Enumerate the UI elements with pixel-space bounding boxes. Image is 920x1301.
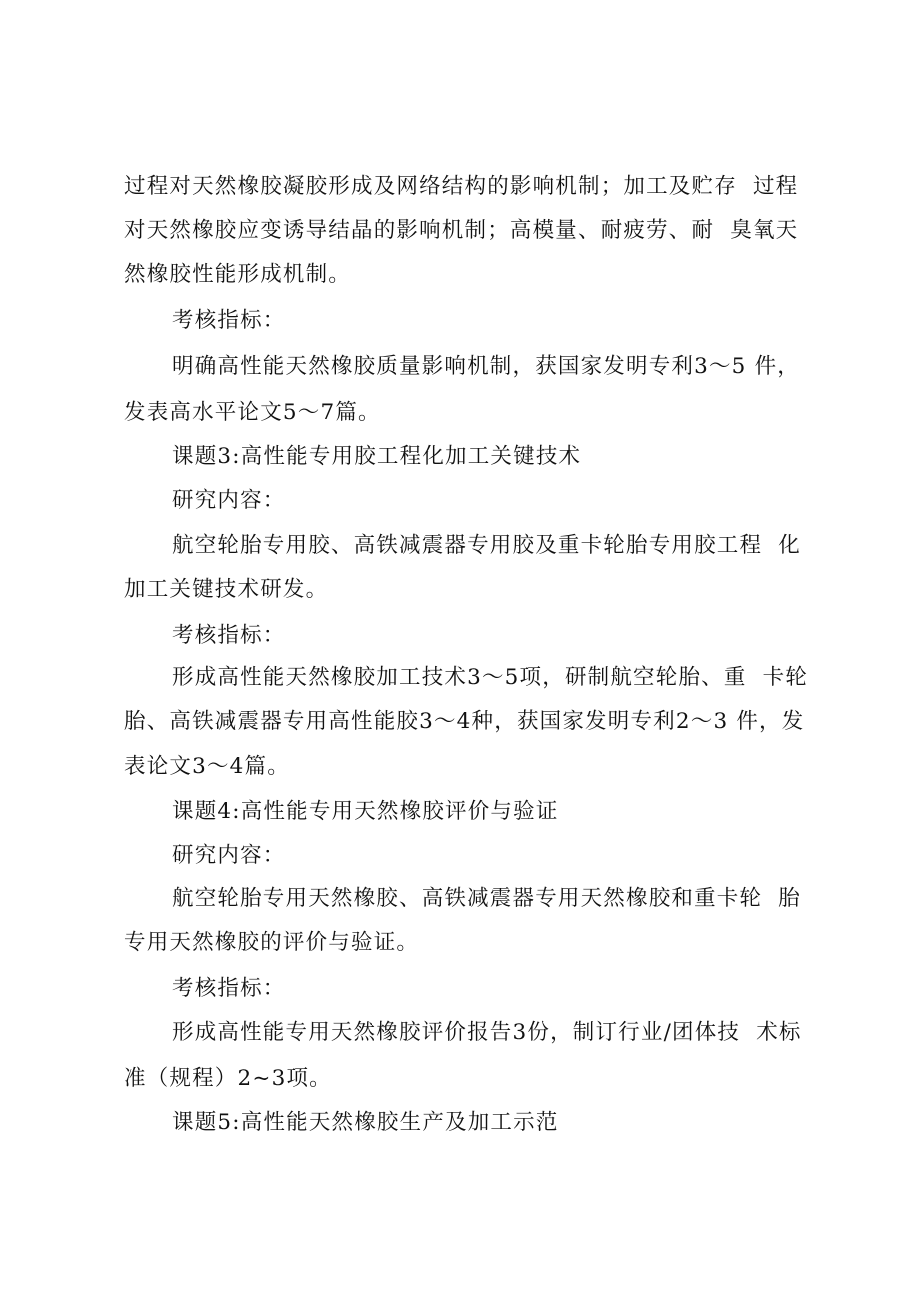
section-label: 考核指标：	[172, 623, 286, 648]
text-line: 专用天然橡胶的评价与验证。	[124, 930, 420, 955]
subject-heading: 课题5:高性能天然橡胶生产及加工示范	[172, 1110, 559, 1135]
text-line: 明确高性能天然橡胶质量影响机制，获国家发明专利3～5 件，	[172, 354, 800, 379]
text-line: 形成高性能天然橡胶加工技术3～5项，研制航空轮胎、重 卡轮	[172, 665, 809, 690]
text-line: 航空轮胎专用天然橡胶、高铁减震器专用天然橡胶和重卡轮 胎	[172, 886, 801, 911]
text-line: 航空轮胎专用胶、高铁减震器专用胶及重卡轮胎专用胶工程 化	[172, 533, 801, 558]
section-label: 考核指标：	[172, 308, 286, 333]
text-line: 胎、高铁减震器专用高性能胶3～4种，获国家发明专利2～3 件，发	[124, 709, 805, 734]
subject-heading: 课题4:高性能专用天然橡胶评价与验证	[172, 799, 559, 824]
text-line: 过程对天然橡胶凝胶形成及网络结构的影响机制；加工及贮存 过程	[124, 174, 799, 199]
text-line: 然橡胶性能形成机制。	[124, 262, 352, 287]
text-line: 发表高水平论文5～7篇。	[124, 400, 381, 425]
subject-heading: 课题3:高性能专用胶工程化加工关键技术	[172, 444, 582, 469]
text-line: 表论文3～4篇。	[124, 754, 290, 779]
text-line: 加工关键技术研发。	[124, 577, 329, 602]
section-label: 研究内容：	[172, 488, 286, 513]
section-label: 研究内容：	[172, 843, 286, 868]
text-line: 形成高性能专用天然橡胶评价报告3份，制订行业/团体技 术标	[172, 1020, 802, 1045]
section-label: 考核指标：	[172, 976, 286, 1001]
text-line: 对天然橡胶应变诱导结晶的影响机制；高模量、耐疲劳、耐 臭氧天	[124, 218, 799, 243]
text-line: 准（规程）2~3项。	[124, 1066, 332, 1091]
